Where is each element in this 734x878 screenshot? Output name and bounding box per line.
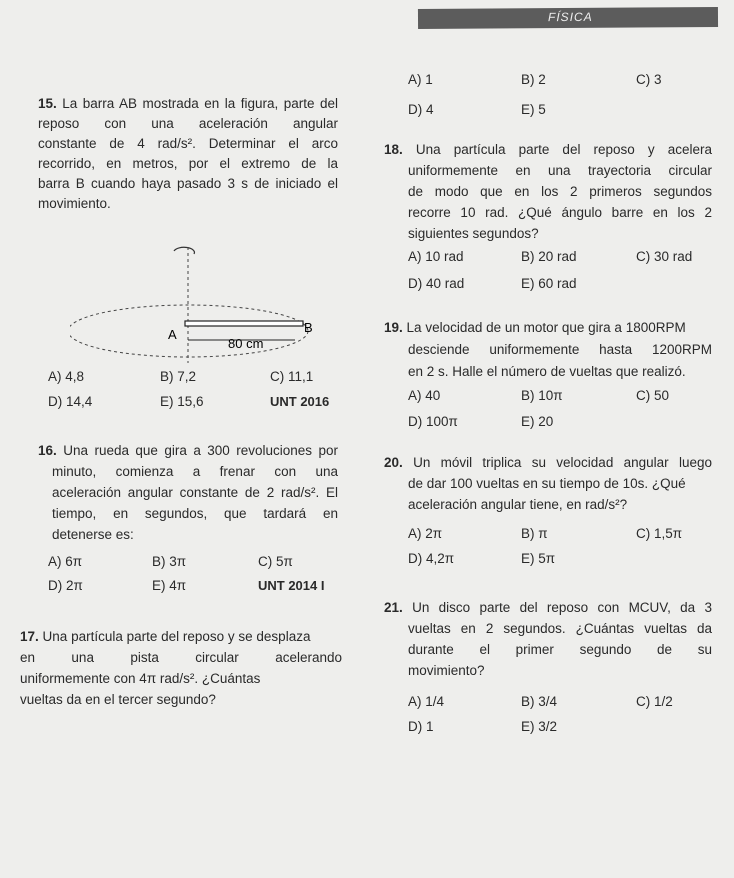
q18-option-a[interactable]: A) 10 rad — [408, 249, 464, 264]
subject-title: FÍSICA — [547, 9, 593, 25]
question-number: 15. — [38, 96, 57, 111]
question-17 — [20, 626, 342, 710]
question-number: 20. — [384, 455, 403, 470]
q15-option-e[interactable]: E) 15,6 — [160, 394, 204, 409]
q15-option-a[interactable]: A) 4,8 — [48, 369, 85, 384]
q15-source: UNT 2016 — [270, 394, 330, 409]
q20-option-a[interactable]: A) 2π — [408, 526, 443, 541]
q15-line-6: movimiento. — [38, 196, 111, 211]
q18-option-e[interactable]: E) 60 rad — [521, 276, 577, 291]
q21-option-e[interactable]: E) 3/2 — [521, 719, 558, 734]
prev-option-a[interactable]: A) 1 — [408, 72, 433, 87]
q15-option-c[interactable]: C) 11,1 — [270, 369, 314, 384]
subject-header — [418, 7, 718, 29]
q18-option-c[interactable]: C) 30 rad — [636, 249, 693, 264]
circular-path — [70, 305, 308, 357]
q21-line-4: movimiento? — [408, 663, 485, 678]
q21-line-1: Un disco parte del reposo con MCUV, da 3 — [412, 600, 712, 615]
q20-line-1: Un móvil triplica su velocidad angular luego — [413, 455, 712, 470]
question-number: 17. — [20, 629, 39, 644]
q16-option-b[interactable]: B) 3π — [152, 554, 187, 569]
q17-line-4: vueltas da en el tercer segundo? — [20, 692, 216, 707]
q19-line-3: en 2 s. Halle el número de vueltas que realizó. — [408, 364, 686, 379]
q18-line-2: uniformemente en una trayectoria circular — [408, 163, 712, 178]
q15-option-b[interactable]: B) 7,2 — [160, 369, 197, 384]
q21-option-c[interactable]: C) 1/2 — [636, 694, 673, 709]
rotating-bar-figure — [70, 235, 370, 365]
q16-option-a[interactable]: A) 6π — [48, 554, 83, 569]
q19-option-e[interactable]: E) 20 — [521, 414, 554, 429]
q20-option-e[interactable]: E) 5π — [521, 551, 556, 566]
q19-option-a[interactable]: A) 40 — [408, 388, 441, 403]
question-number: 18. — [384, 142, 403, 157]
prev-option-c[interactable]: C) 3 — [636, 72, 662, 87]
q15-option-d[interactable]: D) 14,4 — [48, 394, 93, 409]
question-20 — [384, 452, 712, 515]
q15-line-5: barra B cuando haya pasado 3 s de iniciado el — [38, 176, 338, 191]
q19-option-c[interactable]: C) 50 — [636, 388, 670, 403]
q17-line-3: uniformemente con 4π rad/s². ¿Cuántas — [20, 671, 261, 686]
q18-option-b[interactable]: B) 20 rad — [521, 249, 577, 264]
q19-line-2: desciende uniformemente hasta 1200RPM — [408, 342, 712, 357]
q20-option-b[interactable]: B) π — [521, 526, 548, 541]
q21-line-2: vueltas en 2 segundos. ¿Cuántas vueltas da — [408, 621, 712, 636]
question-21 — [384, 597, 712, 681]
q19-line-1: La velocidad de un motor que gira a 1800RPM — [406, 320, 686, 335]
question-number: 16. — [38, 443, 57, 458]
q20-line-2: de dar 100 vueltas en su tiempo de 10s. ¿Qué — [408, 476, 686, 491]
q16-line-3: aceleración angular constante de 2 rad/s². El — [52, 485, 338, 500]
prev-option-d[interactable]: D) 4 — [408, 102, 434, 117]
q16-line-4: tiempo, en segundos, que tardará en — [52, 506, 338, 521]
q17-line-2: en una pista circular acelerando — [20, 650, 342, 665]
question-number: 21. — [384, 600, 403, 615]
q20-option-d[interactable]: D) 4,2π — [408, 551, 455, 566]
label-a: A — [168, 327, 177, 342]
label-b: B — [304, 320, 313, 335]
q18-line-5: siguientes segundos? — [408, 226, 539, 241]
q21-option-b[interactable]: B) 3/4 — [521, 694, 558, 709]
question-15 — [38, 94, 338, 214]
q16-line-1: Una rueda que gira a 300 revoluciones por — [63, 443, 338, 458]
question-number: 19. — [384, 320, 403, 335]
q16-option-e[interactable]: E) 4π — [152, 578, 187, 593]
q18-option-d[interactable]: D) 40 rad — [408, 276, 465, 291]
q20-option-c[interactable]: C) 1,5π — [636, 526, 683, 541]
rotation-arrow — [174, 247, 194, 254]
q20-line-3: aceleración angular tiene, en rad/s²? — [408, 497, 628, 512]
q21-line-3: durante el primer segundo de su — [408, 642, 712, 657]
q18-line-1: Una partícula parte del reposo y acelera — [415, 142, 712, 157]
question-16 — [38, 440, 338, 545]
q17-line-1: Una partícula parte del reposo y se desplaza — [42, 629, 311, 644]
prev-option-e[interactable]: E) 5 — [521, 102, 546, 117]
q21-option-d[interactable]: D) 1 — [408, 719, 434, 734]
question-19 — [384, 317, 712, 383]
q15-line-2: reposo con una aceleración angular — [38, 116, 338, 131]
bar-ab — [185, 321, 303, 326]
q16-line-5: detenerse es: — [52, 527, 134, 542]
q18-line-3: de modo que en los 2 primeros segundos — [408, 184, 712, 199]
q15-line-4: recorrido, en metros, por el extremo de la — [38, 156, 338, 171]
q19-option-d[interactable]: D) 100π — [408, 414, 458, 429]
prev-option-b[interactable]: B) 2 — [521, 72, 546, 87]
question-18 — [384, 139, 712, 244]
q16-line-2: minuto, comienza a frenar con una — [52, 464, 338, 479]
q16-option-d[interactable]: D) 2π — [48, 578, 83, 593]
q15-line-3: constante de 4 rad/s². Determinar el arco — [38, 136, 338, 151]
q18-line-4: recorre 10 rad. ¿Qué ángulo barre en los 2 — [408, 205, 712, 220]
q19-option-b[interactable]: B) 10π — [521, 388, 563, 403]
label-length: 80 cm — [228, 336, 264, 351]
q16-source: UNT 2014 I — [258, 578, 325, 593]
q15-line-1: La barra AB mostrada en la figura, parte del — [62, 96, 338, 111]
q16-option-c[interactable]: C) 5π — [258, 554, 293, 569]
q21-option-a[interactable]: A) 1/4 — [408, 694, 445, 709]
